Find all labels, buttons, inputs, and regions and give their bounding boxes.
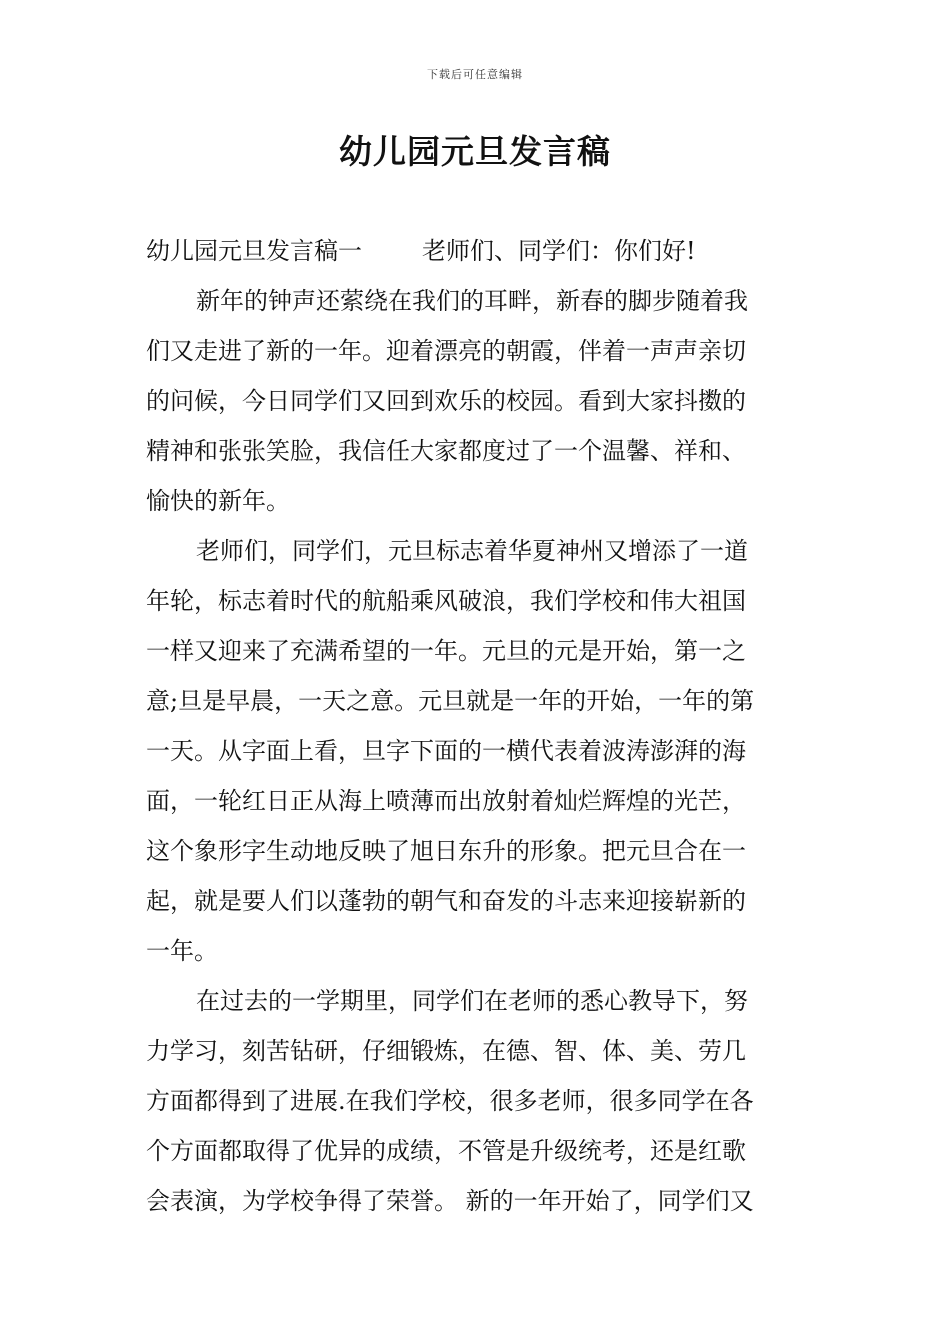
opening-label: 幼儿园元旦发言稿一 — [146, 237, 362, 265]
paragraph-2 — [146, 526, 808, 976]
paragraph-line: 精神和张张笑脸，我信任大家都度过了一个温馨、祥和、 — [146, 437, 746, 465]
opening-line — [146, 226, 808, 276]
paragraph-line: 的问候，今日同学们又回到欢乐的校园。看到大家抖擞的 — [146, 387, 746, 415]
paragraph-line: 年轮，标志着时代的航船乘风破浪，我们学校和伟大祖国 — [146, 587, 746, 615]
paragraph-line: 方面都得到了进展.在我们学校，很多老师，很多同学在各 — [146, 1087, 754, 1115]
paragraph-line: 新年的钟声还萦绕在我们的耳畔，新春的脚步随着我 — [196, 287, 748, 315]
paragraph-3 — [146, 976, 808, 1226]
paragraph-1 — [146, 276, 808, 526]
paragraph-line: 一天。从字面上看，旦字下面的一横代表着波涛澎湃的海 — [146, 737, 746, 765]
paragraph-line: 意;旦是早晨，一天之意。元旦就是一年的开始，一年的第 — [146, 687, 755, 715]
paragraph-line: 一样又迎来了充满希望的一年。元旦的元是开始，第一之 — [146, 637, 746, 665]
paragraph-line: 们又走进了新的一年。迎着漂亮的朝霞，伴着一声声亲切 — [146, 337, 746, 365]
opening-greeting: 老师们、同学们：你们好! — [422, 237, 696, 265]
paragraph-line: 会表演，为学校争得了荣誉。 新的一年开始了，同学们又 — [146, 1187, 754, 1215]
paragraph-line: 一年。 — [146, 937, 218, 965]
paragraph-line: 面，一轮红日正从海上喷薄而出放射着灿烂辉煌的光芒， — [146, 787, 746, 815]
paragraph-line: 个方面都取得了优异的成绩，不管是升级统考，还是红歌 — [146, 1137, 746, 1165]
document-body — [146, 226, 808, 1226]
header-note: 下载后可任意编辑 — [427, 68, 523, 81]
paragraph-line: 起，就是要人们以蓬勃的朝气和奋发的斗志来迎接崭新的 — [146, 887, 746, 915]
paragraph-line: 愉快的新年。 — [146, 487, 290, 515]
document-title: 幼儿园元旦发言稿 — [339, 132, 611, 171]
paragraph-line: 在过去的一学期里，同学们在老师的悉心教导下，努 — [196, 987, 748, 1015]
paragraph-line: 老师们，同学们，元旦标志着华夏神州又增添了一道 — [196, 537, 748, 565]
paragraph-line: 力学习，刻苦钻研，仔细锻炼，在德、智、体、美、劳几 — [146, 1037, 746, 1065]
paragraph-line: 这个象形字生动地反映了旭日东升的形象。把元旦合在一 — [146, 837, 746, 865]
